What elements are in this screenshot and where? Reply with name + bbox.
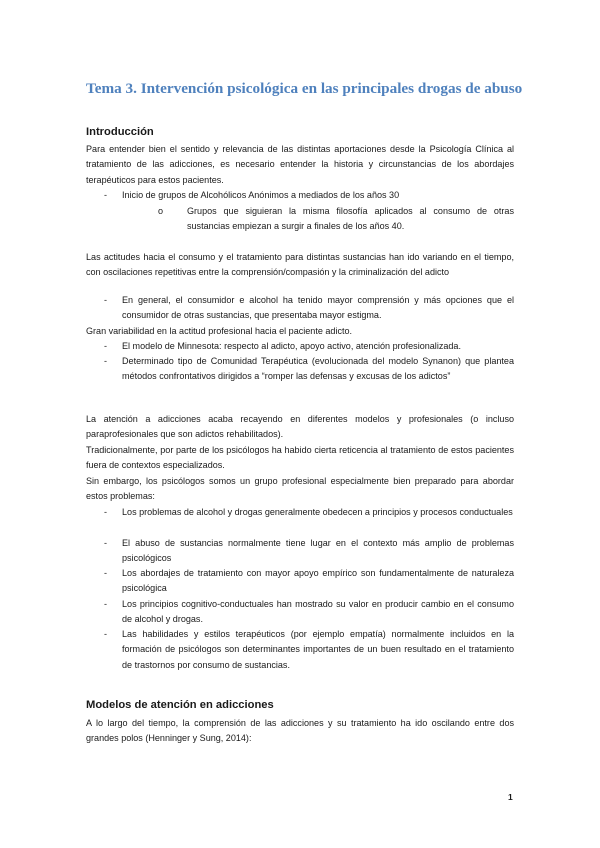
intro-bullet-4: Determinado tipo de Comunidad Terapéutica (evolucionada del modelo Synanon) que plantea métodos confrontativos dirigidos a “romper las defensas y excusas de los adictos” bbox=[122, 356, 514, 382]
intro-paragraph-6: Sin embargo, los psicólogos somos un grupo profesional especialmente bien preparado para abordar estos problemas: bbox=[86, 476, 514, 502]
page-number: 1 bbox=[508, 792, 513, 802]
intro-paragraph-4: La atención a adicciones acaba recayendo en diferentes modelos y profesionales (o incluso paraprofesionales que son adictos rehabilitados). bbox=[86, 414, 514, 440]
intro-paragraph-2: Las actitudes hacia el consumo y el tratamiento para distintas sustancias han ido variando en el tiempo, con oscilaciones repetitivas entre la comprensión/compasión y la criminalización del adicto bbox=[86, 252, 514, 278]
bullet-marker: - bbox=[104, 356, 108, 366]
bullet-marker: - bbox=[104, 341, 108, 351]
intro-bullet-2: En general, el consumidor e alcohol ha tenido mayor comprensión y más opciones que el consumidor de otras sustancias, que presentaba mayor estigma. bbox=[122, 295, 514, 321]
list-item: Los abordajes de tratamiento con mayor apoyo empírico son fundamentalmente de naturaleza psicológica bbox=[122, 568, 514, 594]
intro-paragraph-3: Gran variabilidad en la actitud profesional hacia el paciente adicto. bbox=[86, 326, 353, 336]
models-paragraph-1: A lo largo del tiempo, la comprensión de las adicciones y su tratamiento ha ido oscilando entre dos grandes polos (Henninger y Sung, 2014): bbox=[86, 718, 514, 744]
bullet-marker: - bbox=[104, 629, 108, 639]
document-title: Tema 3. Intervención psicológica en las principales drogas de abuso bbox=[86, 80, 523, 97]
sub-bullet-marker: o bbox=[158, 206, 164, 216]
bullet-marker: - bbox=[104, 538, 108, 548]
list-item: Los principios cognitivo-conductuales han mostrado su valor en producir cambio en el consumo de alcohol y drogas. bbox=[122, 599, 514, 625]
intro-paragraph-1: Para entender bien el sentido y relevancia de las distintas aportaciones desde la Psicología Clínica al tratamiento de las adicciones, es necesario entender la historia y circunstancias de los abordajes terapéuticos para estos pacientes. bbox=[86, 144, 514, 185]
bullet-marker: - bbox=[104, 190, 108, 200]
intro-bullet-3: El modelo de Minnesota: respecto al adicto, apoyo activo, atención profesionalizada. bbox=[122, 341, 461, 351]
intro-sub-bullet-1: Grupos que siguieran la misma filosofía aplicados al consumo de otras sustancias empiezan a surgir a finales de los años 40. bbox=[187, 206, 514, 232]
bullet-marker: - bbox=[104, 599, 108, 609]
bullet-marker: - bbox=[104, 568, 108, 578]
list-item: Las habilidades y estilos terapéuticos (por ejemplo empatía) normalmente incluidos en la formación de psicólogos son determinantes importantes de un buen resultado en el tratamiento de trastornos por consumo de sustancias. bbox=[122, 629, 514, 670]
intro-paragraph-5: Tradicionalmente, por parte de los psicólogos ha habido cierta reticencia al tratamiento de estos pacientes fuera de contextos especializados. bbox=[86, 445, 514, 471]
list-item: El abuso de sustancias normalmente tiene lugar en el contexto más amplio de problemas psicológicos bbox=[122, 538, 514, 564]
models-heading: Modelos de atención en adicciones bbox=[86, 699, 274, 711]
bullet-marker: - bbox=[104, 295, 108, 305]
intro-heading: Introducción bbox=[86, 126, 154, 138]
list-item: Los problemas de alcohol y drogas generalmente obedecen a principios y procesos conductuales bbox=[122, 507, 513, 517]
bullet-marker: - bbox=[104, 507, 108, 517]
intro-bullet-1: Inicio de grupos de Alcohólicos Anónimos a mediados de los años 30 bbox=[122, 190, 400, 200]
